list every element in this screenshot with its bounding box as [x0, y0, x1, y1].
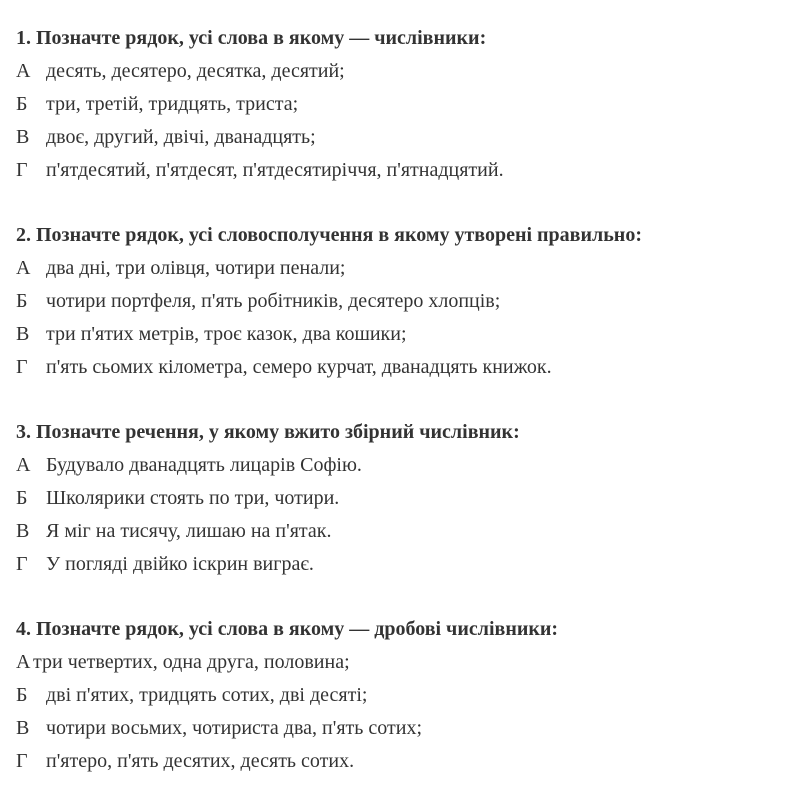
answer-option-a[interactable]	[16, 55, 788, 88]
answer-option-h[interactable]	[16, 154, 788, 187]
answer-option-b[interactable]	[16, 285, 788, 318]
option-letter: А	[16, 651, 31, 673]
option-letter: Г	[16, 750, 28, 772]
question-title: 1. Позначте рядок, усі слова в якому — числівники:	[16, 27, 487, 49]
option-text: дві п'ятих, тридцять сотих, дві десяті;	[46, 684, 368, 706]
option-letter: Б	[16, 93, 28, 115]
answer-option-h[interactable]	[16, 745, 788, 778]
answer-option-b[interactable]	[16, 482, 788, 515]
option-text: три п'ятих метрів, троє казок, два кошики;	[46, 323, 407, 345]
answer-option-h[interactable]	[16, 351, 788, 384]
question-title: 2. Позначте рядок, усі словосполучення в якому утворені правильно:	[16, 224, 642, 246]
option-letter: Г	[16, 356, 28, 378]
answer-option-h[interactable]	[16, 548, 788, 581]
option-text: Будувало дванадцять лицарів Софію.	[46, 454, 362, 476]
question-2	[16, 219, 788, 384]
option-text: чотири портфеля, п'ять робітників, десятеро хлопців;	[46, 290, 501, 312]
option-text: п'ять сьомих кілометра, семеро курчат, дванадцять книжок.	[46, 356, 552, 378]
option-text: п'ятеро, п'ять десятих, десять сотих.	[46, 750, 355, 772]
option-text: У погляді двійко іскрин виграє.	[46, 553, 314, 575]
question-1	[16, 22, 788, 187]
answer-option-v[interactable]	[16, 318, 788, 351]
answer-option-a[interactable]	[16, 646, 788, 679]
option-letter: В	[16, 126, 30, 148]
option-letter: Г	[16, 159, 28, 181]
option-text: Школярики стоять по три, чотири.	[46, 487, 340, 509]
question-4	[16, 613, 788, 778]
option-text: двоє, другий, двічі, дванадцять;	[46, 126, 316, 148]
option-text: десять, десятеро, десятка, десятий;	[46, 60, 345, 82]
option-letter: Б	[16, 290, 28, 312]
question-title: 3. Позначте речення, у якому вжито збірний числівник:	[16, 421, 520, 443]
option-letter: Г	[16, 553, 28, 575]
option-text: три четвертих, одна друга, половина;	[33, 651, 350, 673]
option-letter: В	[16, 717, 30, 739]
option-letter: В	[16, 323, 30, 345]
option-letter: Б	[16, 487, 28, 509]
option-letter: Б	[16, 684, 28, 706]
option-letter: А	[16, 60, 31, 82]
option-text: три, третій, тридцять, триста;	[46, 93, 299, 115]
option-letter: А	[16, 454, 31, 476]
option-letter: В	[16, 520, 30, 542]
option-text: Я міг на тисячу, лишаю на п'ятак.	[46, 520, 332, 542]
question-3	[16, 416, 788, 581]
answer-option-v[interactable]	[16, 712, 788, 745]
answer-option-b[interactable]	[16, 679, 788, 712]
option-text: п'ятдесятий, п'ятдесят, п'ятдесятиріччя, п'ятнадцятий.	[46, 159, 504, 181]
answer-option-v[interactable]	[16, 515, 788, 548]
option-text: чотири восьмих, чотириста два, п'ять сотих;	[46, 717, 422, 739]
option-text: два дні, три олівця, чотири пенали;	[46, 257, 346, 279]
answer-option-b[interactable]	[16, 88, 788, 121]
answer-option-a[interactable]	[16, 252, 788, 285]
answer-option-v[interactable]	[16, 121, 788, 154]
option-letter: А	[16, 257, 31, 279]
answer-option-a[interactable]	[16, 449, 788, 482]
question-title: 4. Позначте рядок, усі слова в якому — дробові числівники:	[16, 618, 559, 640]
